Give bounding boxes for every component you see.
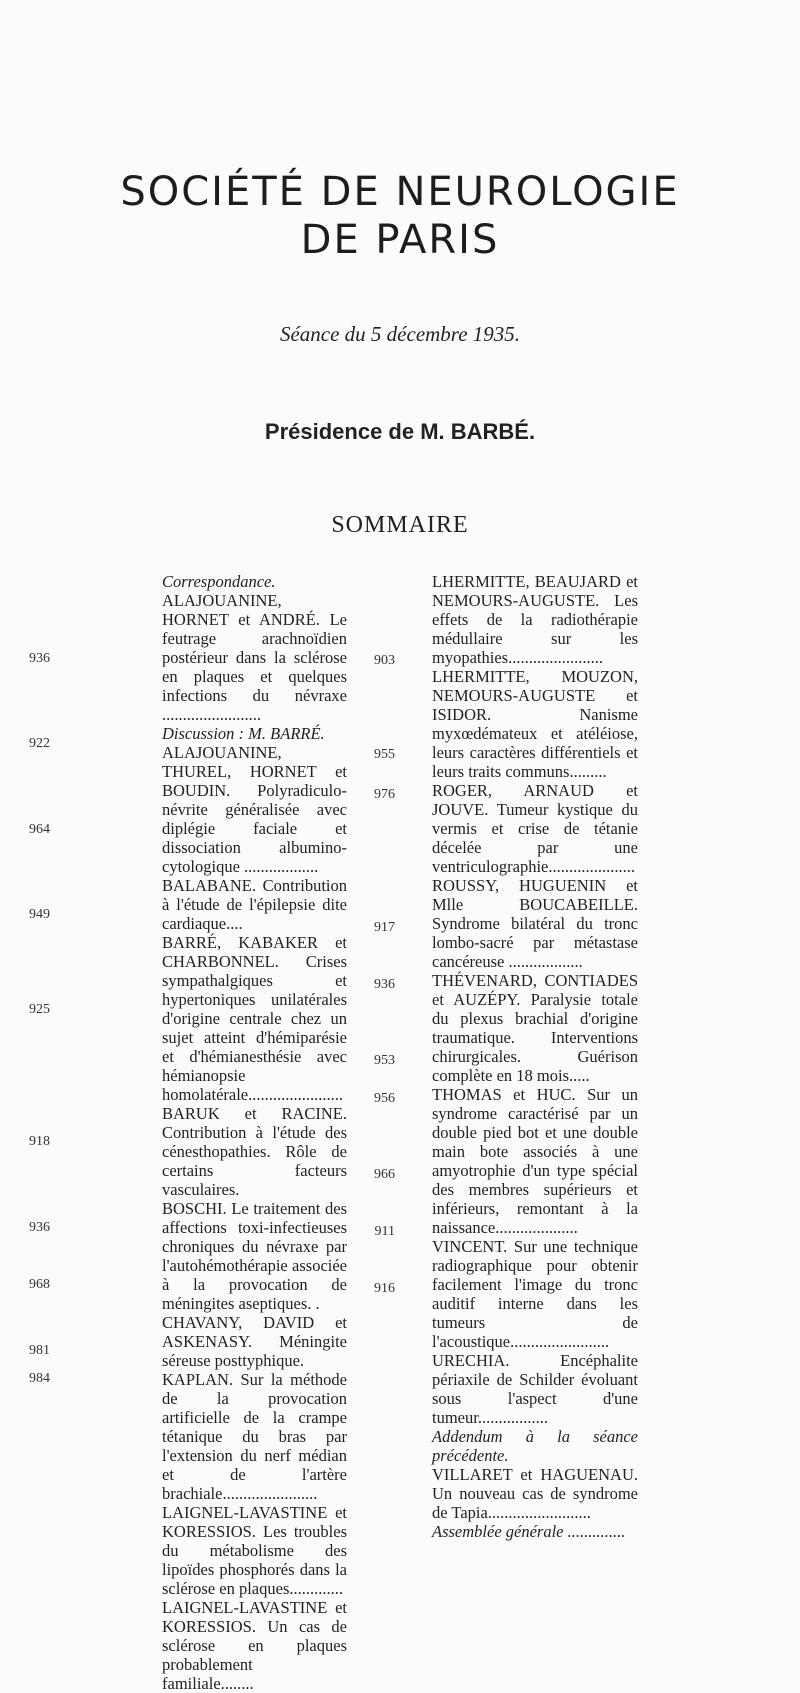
summary-right-column: [432, 572, 638, 1541]
page-number: 903: [374, 653, 395, 668]
summary-left-column: [162, 572, 347, 1693]
page-number: 936: [29, 651, 50, 666]
page-number: 911: [374, 1224, 395, 1239]
summary-entry: LHERMITTE, MOUZON, NEMOURS-AUGUSTE et ISIDOR. Nanisme myxœdémateux et atéléiose, leurs caractères différentiels et leurs traits communs.........: [432, 667, 638, 781]
page-number: 976: [374, 787, 395, 802]
summary-entry: ROUSSY, HUGUENIN et Mlle BOUCABEILLE. Syndrome bilatéral du tronc lombo-sacré par métastase cancéreuse ..................: [432, 876, 638, 971]
summary-entry: Assemblée générale ..............: [432, 1522, 626, 1541]
summary-entry: LAIGNEL-LAVASTINE et KORESSIOS. Un cas de sclérose en plaques probablement familiale........: [162, 1598, 347, 1693]
page-number: 925: [29, 1002, 50, 1017]
page-number: 922: [29, 736, 50, 751]
summary-entry: LAIGNEL-LAVASTINE et KORESSIOS. Les troubles du métabolisme des lipoïdes phosphorés dans la sclérose en plaques.............: [162, 1503, 347, 1598]
summary-entry: CHAVANY, DAVID et ASKENASY. Méningite séreuse posttyphique.: [162, 1313, 347, 1370]
summary-entry: BOSCHI. Le traitement des affections toxi-infectieuses chroniques du névraxe par l'autohémothérapie associée à la provocation de méningites aseptiques. .: [162, 1199, 347, 1313]
section-heading: Addendum à la séance précédente.: [432, 1427, 638, 1465]
summary-entry: VINCENT. Sur une technique radiographique pour obtenir facilement l'image du tronc auditif interne dans les tumeurs de l'acoustique........................: [432, 1237, 638, 1351]
summary-entry: BARUK et RACINE. Contribution à l'étude des cénesthopathies. Rôle de certains facteurs vasculaires.: [162, 1104, 347, 1199]
page-number: 984: [29, 1371, 50, 1386]
presidency-line: Présidence de M. BARBÉ.: [264, 419, 536, 444]
page-number: 955: [374, 747, 395, 762]
page-number: 936: [29, 1220, 50, 1235]
society-title: SOCIÉTÉ DE NEUROLOGIE: [120, 169, 680, 215]
page-number: 964: [29, 822, 50, 837]
summary-entry: KAPLAN. Sur la méthode de la provocation artificielle de la crampe tétanique du bras par l'extension du nerf médian et de l'artère brachiale.......................: [162, 1370, 347, 1503]
page-number: 968: [29, 1277, 50, 1292]
summary-entry: THÉVENARD, CONTIADES et AUZÉPY. Paralysie totale du plexus brachial d'origine traumatique. Interventions chirurgicales. Guérison complète en 18 mois.....: [432, 971, 638, 1085]
summary-entry: VILLARET et HAGUENAU. Un nouveau cas de syndrome de Tapia.........................: [432, 1465, 638, 1522]
page-number: 949: [29, 907, 50, 922]
summary-heading: SOMMAIRE: [331, 512, 469, 538]
summary-entry: ALAJOUANINE, HORNET et ANDRÉ. Le feutrage arachnoïdien postérieur dans la sclérose en plaques et quelques infections du névraxe ........................: [162, 591, 347, 724]
page-number: 956: [374, 1091, 395, 1106]
page-number: 916: [374, 1281, 395, 1296]
summary-entry: ALAJOUANINE, THUREL, HORNET et BOUDIN. Polyradiculo-névrite généralisée avec diplégie faciale et dissociation albumino-cytologique ..................: [162, 743, 347, 876]
section-heading: Correspondance.: [162, 572, 276, 591]
summary-entry: BALABANE. Contribution à l'étude de l'épilepsie dite cardiaque....: [162, 876, 347, 933]
summary-entry: Discussion : M. BARRÉ.: [162, 724, 325, 743]
summary-entry: LHERMITTE, BEAUJARD et NEMOURS-AUGUSTE. Les effets de la radiothérapie médullaire sur les myopathies.......................: [432, 572, 638, 667]
page-number: 936: [374, 977, 395, 992]
summary-entry: BARRÉ, KABAKER et CHARBONNEL. Crises sympathalgiques et hypertoniques unilatérales d'origine centrale chez un sujet atteint d'hémiparésie et d'hémianesthésie avec hémianopsie homolatérale.......................: [162, 933, 347, 1104]
page-number: 981: [29, 1343, 50, 1358]
summary-entry: ROGER, ARNAUD et JOUVE. Tumeur kystique du vermis et crise de tétanie décelée par une ventriculographie.....................: [432, 781, 638, 876]
summary-entry: THOMAS et HUC. Sur un syndrome caractérisé par un double pied bot et une double main bote associés à une amyotrophie d'un type spécial des membres supérieurs et inférieurs, remontant à la naissance....................: [432, 1085, 638, 1237]
page-number: 966: [374, 1167, 395, 1182]
page-number: 918: [29, 1134, 50, 1149]
society-title-line2: DE PARIS: [300, 217, 500, 263]
page-number: 953: [374, 1053, 395, 1068]
session-date: Séance du 5 décembre 1935.: [279, 322, 521, 346]
summary-entry: URECHIA. Encéphalite périaxile de Schilder évoluant sous l'aspect d'une tumeur.................: [432, 1351, 638, 1427]
page-number: 917: [374, 920, 395, 935]
